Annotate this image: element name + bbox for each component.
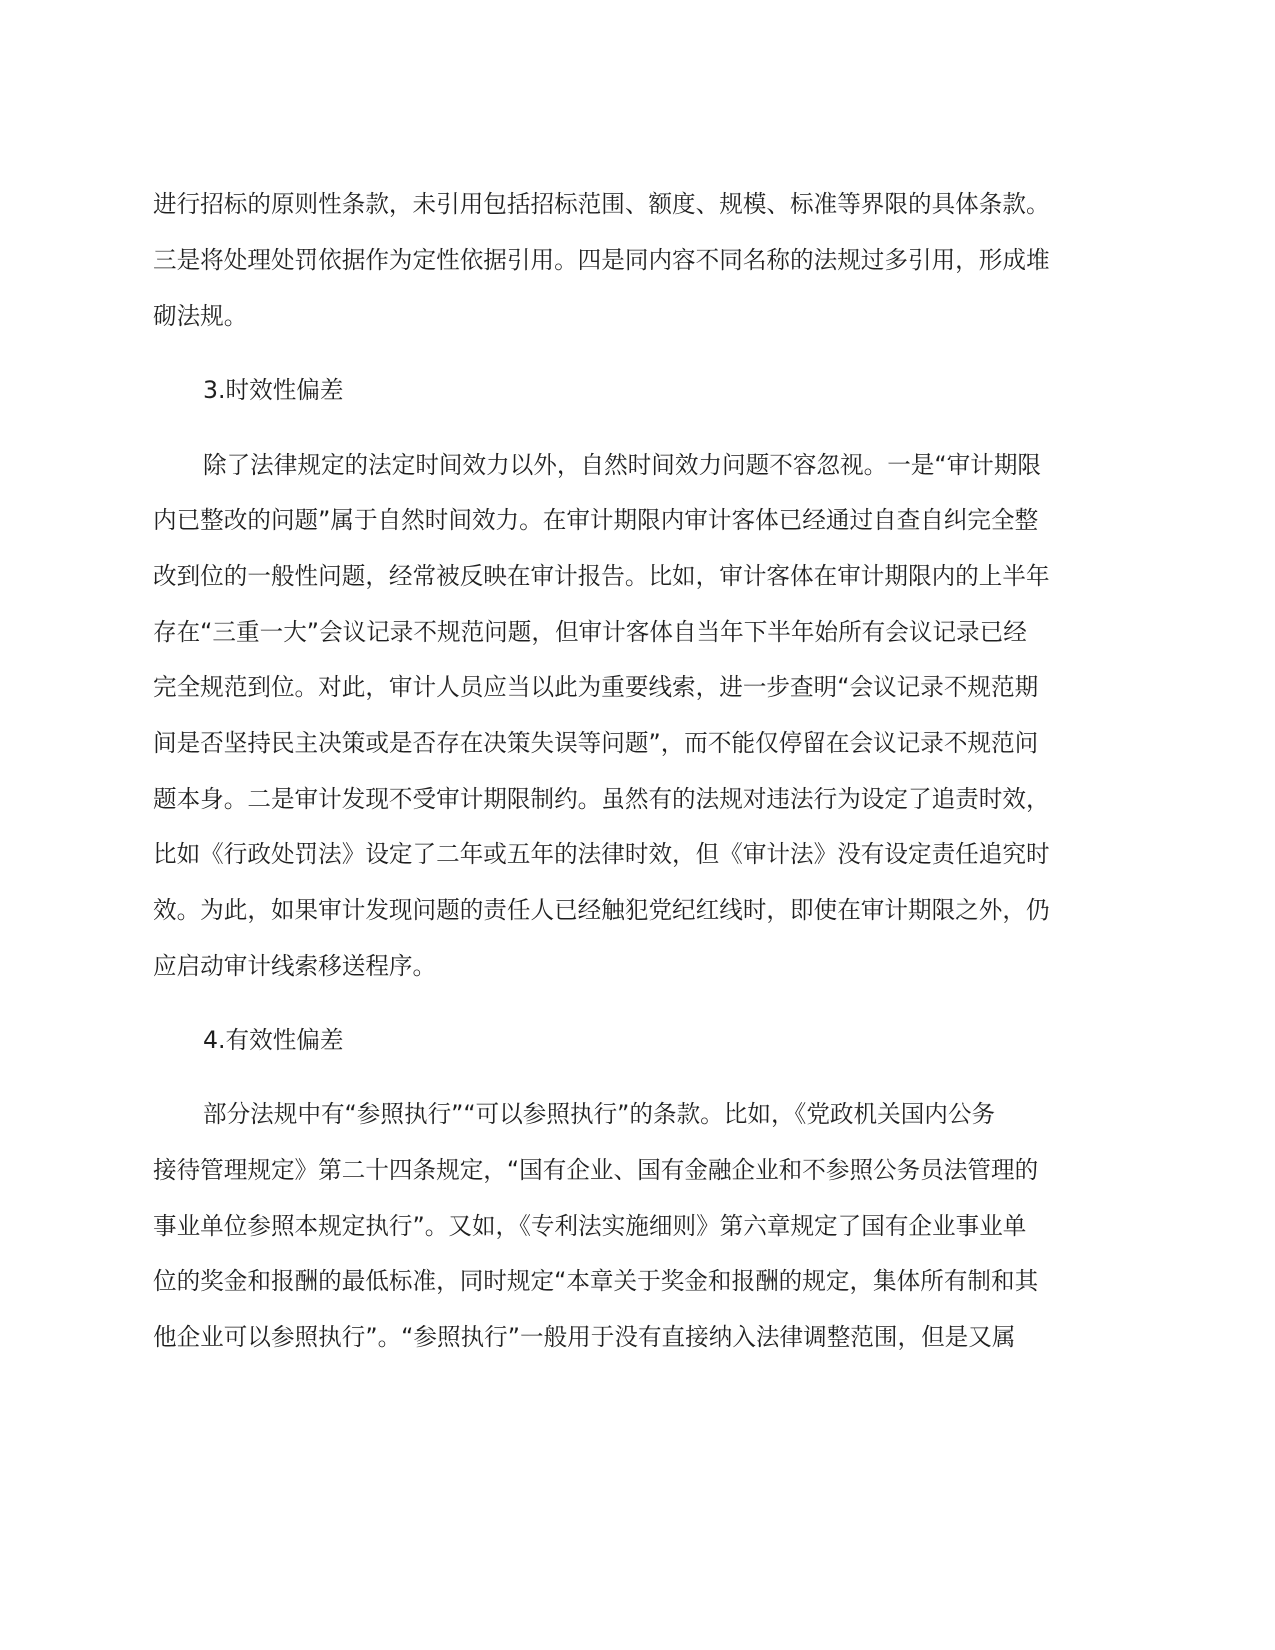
body-text-line: 效。为此，如果审计发现问题的责任人已经触犯党纪红线时，即使在审计期限之外，仍 [153, 896, 1050, 924]
body-text-line: 完全规范到位。对此，审计人员应当以此为重要线索，进一步查明“会议记录不规范期 [153, 673, 1039, 701]
body-text-line: 存在“三重一大”会议记录不规范问题，但审计客体自当年下半年始所有会议记录已经 [153, 618, 1027, 646]
body-text-line: 改到位的一般性问题，经常被反映在审计报告。比如，审计客体在审计期限内的上半年 [153, 562, 1050, 590]
body-text-line: 比如《行政处罚法》设定了二年或五年的法律时效，但《审计法》没有设定责任追究时 [153, 840, 1050, 868]
body-text-line: 部分法规中有“参照执行”“可以参照执行”的条款。比如，《党政机关国内公务 [203, 1100, 996, 1128]
body-text-line: 他企业可以参照执行”。“参照执行”一般用于没有直接纳入法律调整范围，但是又属 [153, 1323, 1016, 1351]
body-text-line: 内已整改的问题”属于自然时间效力。在审计期限内审计客体已经通过自查自纠完全整 [153, 506, 1039, 534]
body-text-line: 接待管理规定》第二十四条规定，“国有企业、国有金融企业和不参照公务员法管理的 [153, 1156, 1039, 1184]
body-text-line: 进行招标的原则性条款，未引用包括招标范围、额度、规模、标准等界限的具体条款。 [153, 190, 1050, 218]
body-text-line: 三是将处理处罚依据作为定性依据引用。四是同内容不同名称的法规过多引用，形成堆 [153, 246, 1050, 274]
body-text-line: 事业单位参照本规定执行”。又如，《专利法实施细则》第六章规定了国有企业事业单 [153, 1212, 1027, 1240]
body-text-line: 间是否坚持民主决策或是否存在决策失误等问题”，而不能仅停留在会议记录不规范问 [153, 729, 1039, 757]
body-text-line: 应启动审计线索移送程序。 [153, 952, 437, 980]
section-heading: 3.时效性偏差 [203, 376, 344, 404]
body-text-line: 砌法规。 [153, 302, 248, 330]
body-text-line: 题本身。二是审计发现不受审计期限制约。虽然有的法规对违法行为设定了追责时效， [153, 785, 1050, 813]
body-text-line: 位的奖金和报酬的最低标准，同时规定“本章关于奖金和报酬的规定，集体所有制和其 [153, 1267, 1039, 1295]
body-text-line: 除了法律规定的法定时间效力以外，自然时间效力问题不容忽视。一是“审计期限 [203, 451, 1042, 479]
section-heading: 4.有效性偏差 [203, 1026, 344, 1054]
